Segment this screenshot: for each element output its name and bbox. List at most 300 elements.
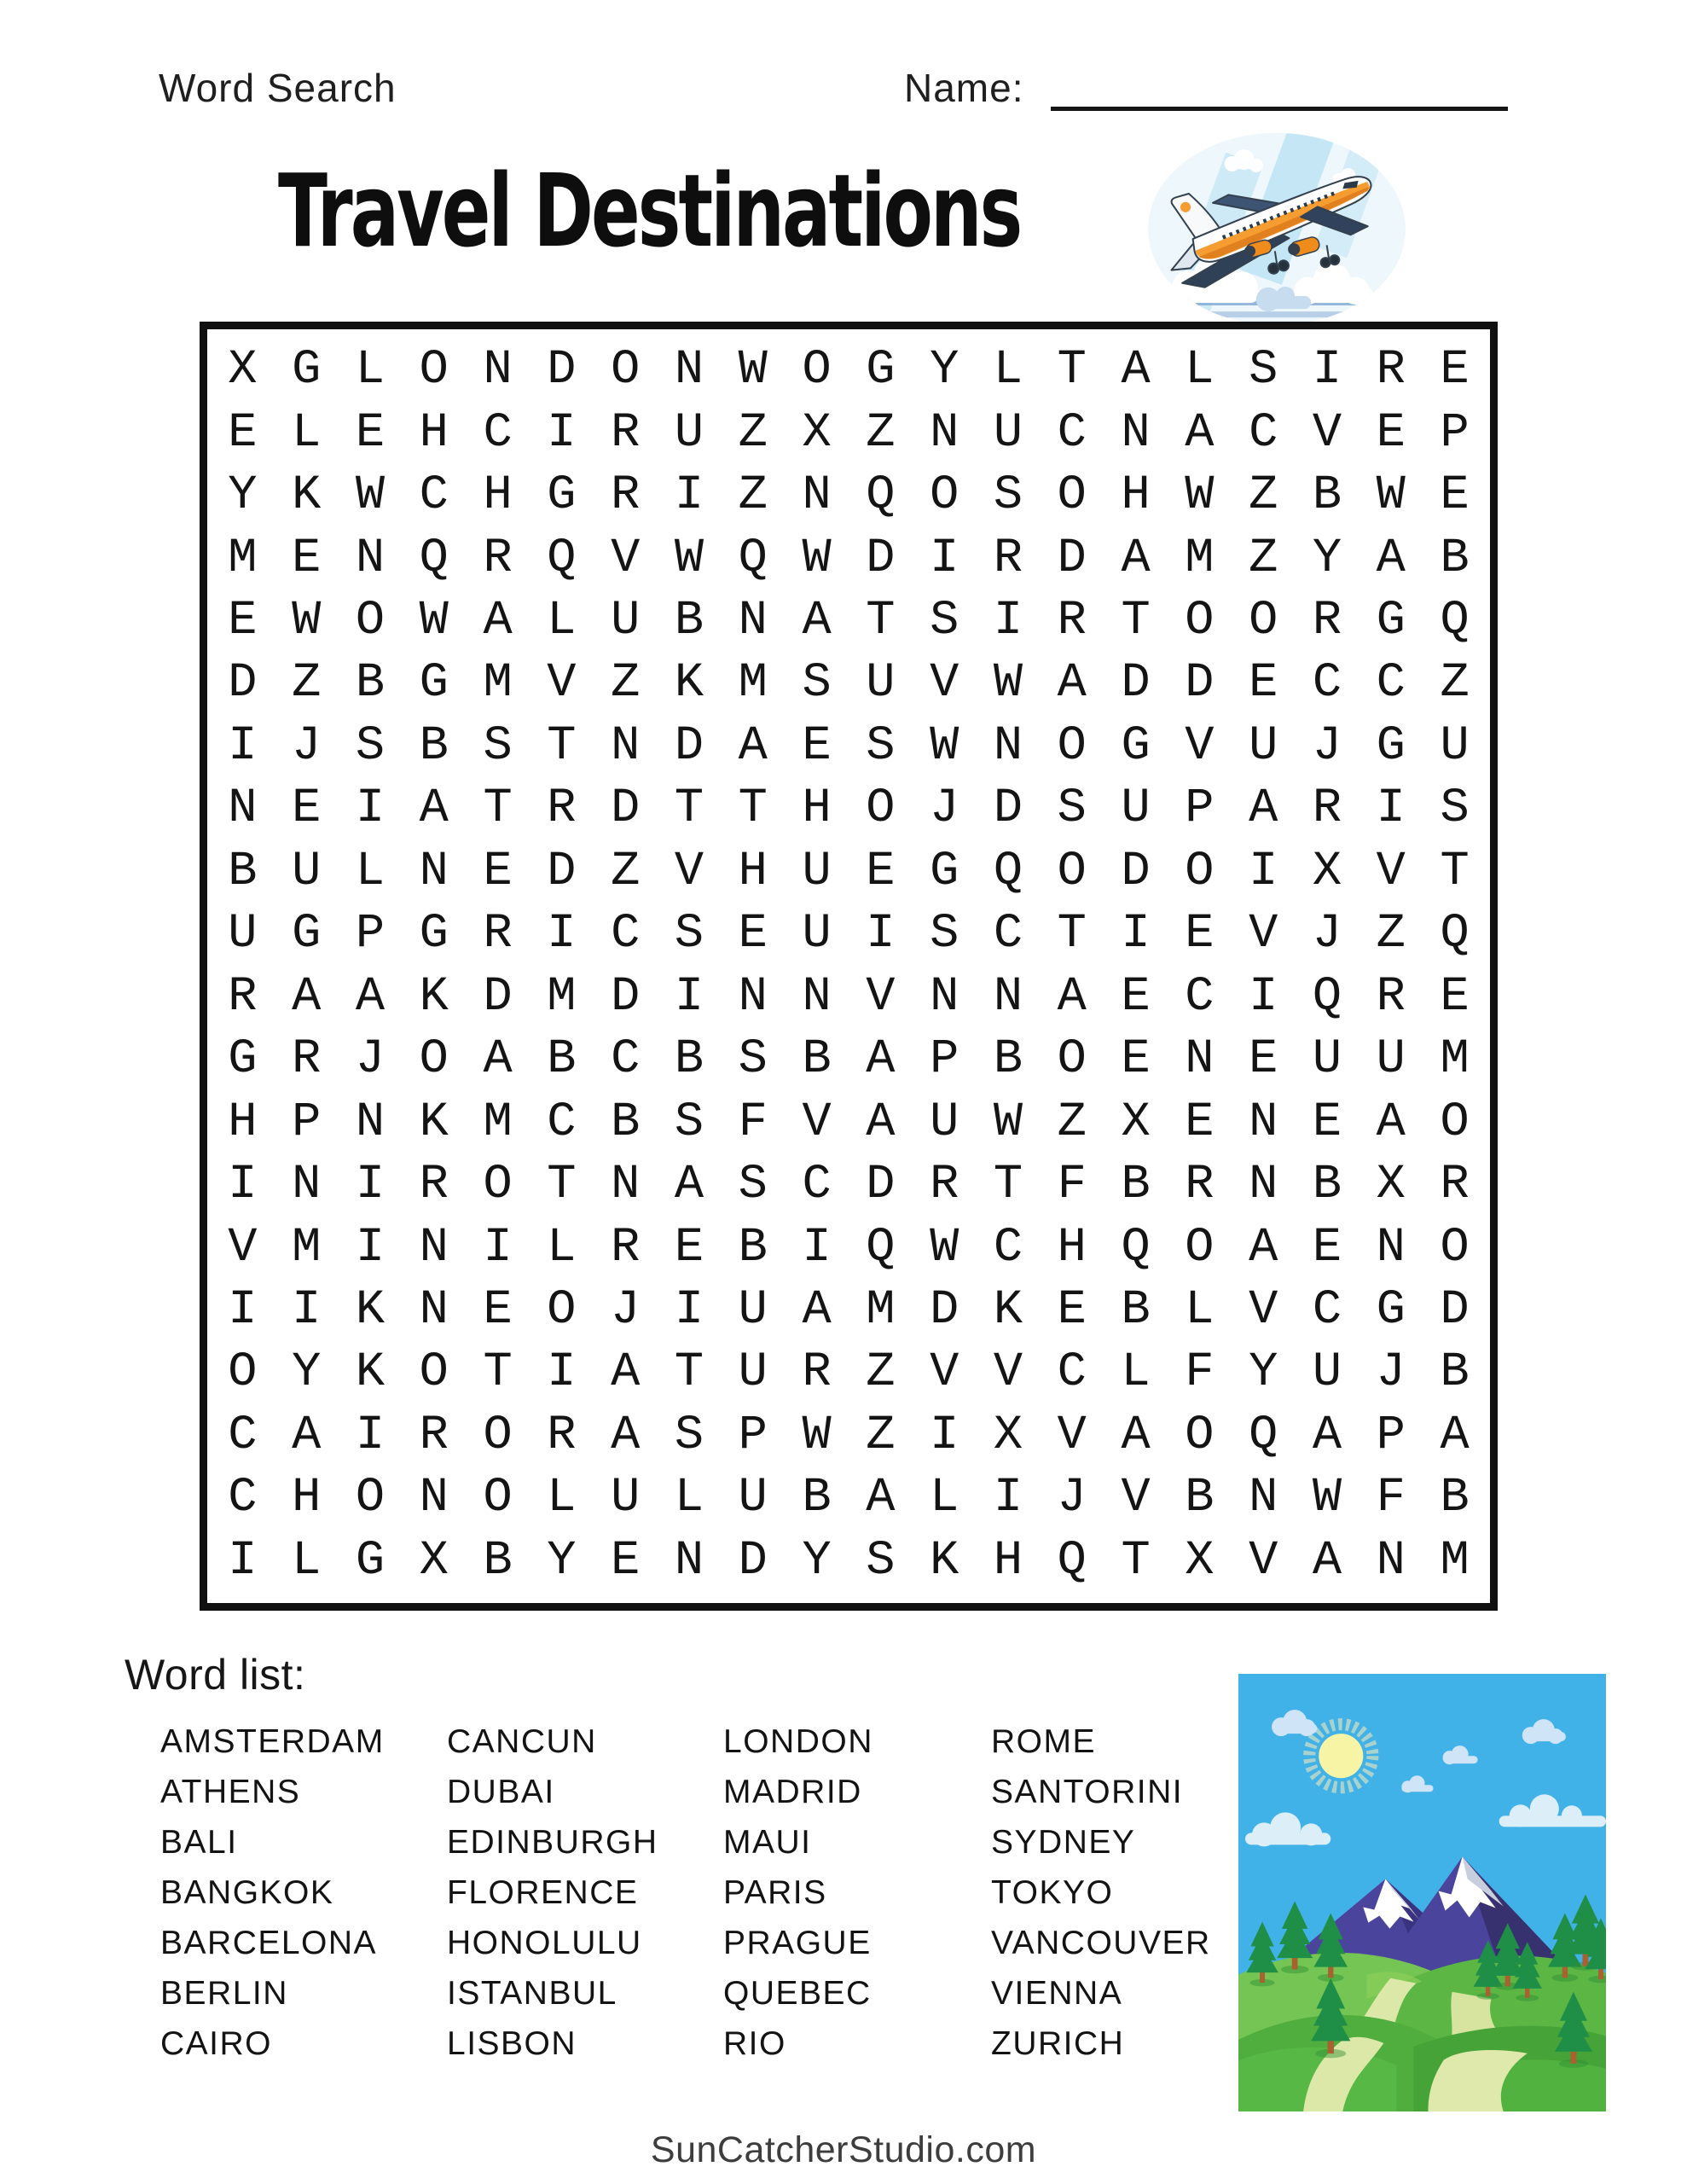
grid-cell: L (930, 1471, 959, 1526)
grid-cell: J (1057, 1471, 1087, 1526)
grid-cell: L (547, 594, 577, 649)
grid-cell: I (483, 1220, 513, 1275)
grid-cell: A (802, 1282, 832, 1338)
grid-cell: W (930, 718, 959, 774)
grid-cell: W (802, 1408, 832, 1463)
grid-cell: E (1440, 969, 1470, 1025)
grid-cell: S (930, 594, 959, 649)
grid-cell: N (802, 969, 832, 1025)
grid-cell: A (292, 969, 322, 1025)
word-list-item: AMSTERDAM (160, 1723, 385, 1760)
word-list-item: ATHENS (160, 1774, 301, 1810)
grid-cell: L (1121, 1345, 1151, 1401)
grid-cell: C (1057, 405, 1087, 461)
grid-cell: A (1249, 1220, 1278, 1275)
grid-cell: H (1121, 468, 1151, 524)
grid-cell: W (993, 1095, 1023, 1150)
grid-cell: X (1121, 1095, 1151, 1150)
grid-cell: U (993, 405, 1023, 461)
grid-cell: Q (866, 468, 896, 524)
grid-cell: T (1057, 343, 1087, 398)
grid-cell: F (1376, 1471, 1406, 1526)
grid-cell: B (611, 1095, 641, 1150)
grid-cell: R (228, 969, 258, 1025)
grid-cell: N (483, 343, 513, 398)
grid-cell: A (355, 969, 386, 1025)
grid-cell: E (1312, 1095, 1342, 1150)
grid-cell: D (866, 1158, 896, 1213)
grid-cell: P (1440, 405, 1470, 461)
grid-cell: E (292, 781, 322, 837)
grid-cell: P (738, 1408, 768, 1463)
grid-cell: O (547, 1282, 577, 1338)
word-list-item: BARCELONA (160, 1925, 378, 1961)
word-list-item: TOKYO (991, 1874, 1114, 1911)
grid-cell: R (1057, 594, 1087, 649)
grid-cell: Y (228, 468, 258, 524)
grid-cell: A (1440, 1408, 1470, 1463)
grid-cell: V (228, 1220, 258, 1275)
word-list-item: PRAGUE (723, 1925, 872, 1961)
grid-cell: Y (930, 343, 959, 398)
grid-cell: R (1376, 969, 1406, 1025)
grid-cell: A (419, 781, 449, 837)
grid-cell: E (1121, 969, 1151, 1025)
grid-cell: R (292, 1032, 322, 1088)
grid-cell: N (993, 718, 1023, 774)
grid-cell: Q (1440, 594, 1470, 649)
grid-cell: I (802, 1220, 832, 1275)
grid-cell: C (228, 1408, 258, 1463)
grid-cell: B (1440, 1471, 1470, 1526)
grid-cell: G (1376, 1282, 1406, 1338)
grid-cell: N (292, 1158, 322, 1213)
grid-cell: G (866, 343, 896, 398)
grid-cell: M (483, 656, 513, 712)
grid-cell: Q (419, 531, 449, 586)
grid-cell: I (355, 1158, 386, 1213)
grid-cell: N (611, 1158, 641, 1213)
grid-cell: A (1121, 343, 1151, 398)
grid-cell: Z (738, 405, 768, 461)
word-list-item: BALI (160, 1824, 238, 1861)
grid-cell: H (292, 1471, 322, 1526)
grid-cell: L (547, 1471, 577, 1526)
grid-cell: D (611, 781, 641, 837)
grid-cell: G (1376, 594, 1406, 649)
grid-cell: T (547, 718, 577, 774)
grid-cell: G (292, 343, 322, 398)
grid-cell: W (355, 468, 386, 524)
grid-cell: N (738, 969, 768, 1025)
grid-cell: A (866, 1471, 896, 1526)
grid-cell: U (866, 656, 896, 712)
grid-cell: S (993, 468, 1023, 524)
grid-cell: G (1121, 718, 1151, 774)
grid-cell: P (1185, 781, 1215, 837)
grid-cell: N (674, 343, 704, 398)
grid-cell: A (738, 718, 768, 774)
grid-cell: D (993, 781, 1023, 837)
grid-cell: S (1057, 781, 1087, 837)
word-list-item: RIO (723, 2025, 786, 2062)
grid-cell: D (1121, 656, 1151, 712)
grid-cell: O (1057, 844, 1087, 899)
grid-cell: O (1185, 1408, 1215, 1463)
grid-cell: T (993, 1158, 1023, 1213)
grid-cell: R (1376, 343, 1406, 398)
grid-cell: C (1057, 1345, 1087, 1401)
grid-cell: Q (1440, 907, 1470, 962)
word-list-columns (160, 1716, 1247, 2069)
grid-cell: B (355, 656, 386, 712)
grid-cell: A (1185, 405, 1215, 461)
grid-cell: M (738, 656, 768, 712)
grid-cell: Q (1057, 1533, 1087, 1589)
grid-cell: O (483, 1158, 513, 1213)
grid-cell: L (1185, 343, 1215, 398)
grid-cell: M (292, 1220, 322, 1275)
grid-cell: I (993, 1471, 1023, 1526)
grid-cell: N (930, 969, 959, 1025)
word-grid (200, 322, 1498, 1611)
grid-cell: U (1312, 1032, 1342, 1088)
grid-cell: E (1121, 1032, 1151, 1088)
grid-cell: C (228, 1471, 258, 1526)
grid-cell: I (228, 718, 258, 774)
grid-cell: Z (866, 405, 896, 461)
grid-cell: T (547, 1158, 577, 1213)
grid-cell: S (866, 1533, 896, 1589)
grid-cell: R (802, 1345, 832, 1401)
grid-cell: I (674, 468, 704, 524)
grid-cell: T (1440, 844, 1470, 899)
name-label: Name: (904, 66, 1024, 110)
word-list-item: EDINBURGH (447, 1824, 658, 1861)
grid-cell: R (1440, 1158, 1470, 1213)
grid-cell: K (930, 1533, 959, 1589)
grid-cell: J (292, 718, 322, 774)
grid-cell: S (802, 656, 832, 712)
grid-cell: G (292, 907, 322, 962)
grid-cell: T (738, 781, 768, 837)
grid-cell: G (419, 907, 449, 962)
grid-cell: O (1057, 1032, 1087, 1088)
grid-cell: P (355, 907, 386, 962)
grid-cell: E (292, 531, 322, 586)
grid-cell: E (228, 594, 258, 649)
grid-cell: W (1312, 1471, 1342, 1526)
name-fill-in-line (1051, 73, 1508, 111)
grid-cell: E (738, 907, 768, 962)
grid-cell: S (674, 907, 704, 962)
grid-cell: D (1440, 1282, 1470, 1338)
grid-cell: K (292, 468, 322, 524)
word-list-item: BERLIN (160, 1975, 288, 2012)
grid-cell: H (993, 1533, 1023, 1589)
word-list-column (160, 1716, 447, 2069)
grid-cell: B (547, 1032, 577, 1088)
grid-cell: O (419, 1032, 449, 1088)
grid-cell: I (993, 594, 1023, 649)
grid-cell: D (547, 844, 577, 899)
grid-cell: H (228, 1095, 258, 1150)
grid-cell: S (674, 1095, 704, 1150)
grid-cell: E (1440, 468, 1470, 524)
grid-cell: U (611, 594, 641, 649)
word-list-item: LISBON (447, 2025, 577, 2062)
grid-cell: L (292, 1533, 322, 1589)
grid-cell: R (419, 1408, 449, 1463)
grid-cell: E (1057, 1282, 1087, 1338)
grid-cell: N (1121, 405, 1151, 461)
word-list-item: ZURICH (991, 2025, 1125, 2062)
word-list-item: PARIS (723, 1874, 827, 1911)
grid-cell: U (738, 1282, 768, 1338)
grid-cell: U (1440, 718, 1470, 774)
grid-cell: Z (1057, 1095, 1087, 1150)
grid-cell: E (1185, 1095, 1215, 1150)
grid-cell: Q (1312, 969, 1342, 1025)
grid-cell: A (674, 1158, 704, 1213)
grid-cell: F (738, 1095, 768, 1150)
grid-cell: N (1249, 1158, 1278, 1213)
grid-cell: Y (292, 1345, 322, 1401)
grid-cell: N (419, 1282, 449, 1338)
grid-cell: O (1185, 844, 1215, 899)
grid-cell: S (1440, 781, 1470, 837)
grid-cell: U (1312, 1345, 1342, 1401)
grid-cell: Z (1249, 531, 1278, 586)
grid-cell: L (674, 1471, 704, 1526)
grid-cell: X (802, 405, 832, 461)
grid-cell: O (1057, 468, 1087, 524)
grid-cell: H (419, 405, 449, 461)
grid-cell: R (483, 907, 513, 962)
grid-cell: V (1312, 405, 1342, 461)
grid-cell: N (355, 531, 386, 586)
word-list-label: Word list: (125, 1651, 306, 1699)
word-list-item: SYDNEY (991, 1824, 1136, 1861)
grid-cell: W (802, 531, 832, 586)
grid-cell: N (1185, 1032, 1215, 1088)
grid-cell: T (483, 781, 513, 837)
grid-cell: A (483, 1032, 513, 1088)
grid-cell: K (355, 1282, 386, 1338)
grid-cell: I (674, 1282, 704, 1338)
grid-cell: V (930, 656, 959, 712)
grid-cell: I (228, 1282, 258, 1338)
word-list-item: FLORENCE (447, 1874, 639, 1911)
grid-cell: N (738, 594, 768, 649)
grid-cell: A (1249, 781, 1278, 837)
grid-cell: S (738, 1032, 768, 1088)
grid-cell: E (228, 405, 258, 461)
grid-cell: I (1249, 844, 1278, 899)
grid-cell: Q (866, 1220, 896, 1275)
word-list-column (723, 1716, 991, 2069)
grid-cell: O (611, 343, 641, 398)
grid-cell: Z (866, 1345, 896, 1401)
grid-cell: B (1440, 531, 1470, 586)
grid-cell: C (802, 1158, 832, 1213)
grid-cell: U (738, 1471, 768, 1526)
grid-cell: G (1376, 718, 1406, 774)
grid-cell: D (228, 656, 258, 712)
grid-cell: S (355, 718, 386, 774)
grid-cell: O (1440, 1095, 1470, 1150)
word-list-item: CAIRO (160, 2025, 273, 2062)
grid-cell: Z (611, 656, 641, 712)
grid-cell: O (1440, 1220, 1470, 1275)
grid-cell: V (993, 1345, 1023, 1401)
grid-cell: X (1376, 1158, 1406, 1213)
grid-cell: Y (802, 1533, 832, 1589)
grid-cell: J (1312, 718, 1342, 774)
word-list-item: VANCOUVER (991, 1925, 1211, 1961)
grid-cell: X (419, 1533, 449, 1589)
grid-cell: S (866, 718, 896, 774)
grid-cell: C (611, 907, 641, 962)
grid-cell: O (866, 781, 896, 837)
grid-cell: B (993, 1032, 1023, 1088)
grid-cell: K (419, 969, 449, 1025)
grid-cell: D (674, 718, 704, 774)
grid-cell: N (419, 844, 449, 899)
grid-cell: R (930, 1158, 959, 1213)
grid-cell: R (483, 531, 513, 586)
grid-cell: D (547, 343, 577, 398)
grid-cell: M (866, 1282, 896, 1338)
grid-cell: F (1185, 1345, 1215, 1401)
grid-cell: J (611, 1282, 641, 1338)
grid-cell: V (1249, 907, 1278, 962)
grid-cell: P (930, 1032, 959, 1088)
grid-cell: I (292, 1282, 322, 1338)
grid-cell: G (228, 1032, 258, 1088)
grid-cell: U (1121, 781, 1151, 837)
grid-cell: U (228, 907, 258, 962)
grid-cell: S (483, 718, 513, 774)
grid-cell: E (611, 1533, 641, 1589)
word-list-item: VIENNA (991, 1975, 1123, 2012)
grid-cell: I (355, 1220, 386, 1275)
grid-cell: S (1249, 343, 1278, 398)
grid-cell: D (1057, 531, 1087, 586)
grid-cell: O (1185, 594, 1215, 649)
word-list-column (991, 1716, 1247, 2069)
grid-cell: U (802, 844, 832, 899)
grid-cell: B (483, 1533, 513, 1589)
grid-cell: W (292, 594, 322, 649)
grid-cell: I (1312, 343, 1342, 398)
grid-cell: Q (738, 531, 768, 586)
grid-cell: F (1057, 1158, 1087, 1213)
grid-cell: M (228, 531, 258, 586)
grid-cell: E (1376, 405, 1406, 461)
grid-cell: W (674, 531, 704, 586)
puzzle-title: Travel Destinations (278, 152, 1021, 270)
grid-cell: X (1312, 844, 1342, 899)
grid-cell: O (1249, 594, 1278, 649)
grid-cell: C (483, 405, 513, 461)
grid-cell: R (611, 468, 641, 524)
grid-cell: I (355, 781, 386, 837)
grid-cell: Z (292, 656, 322, 712)
grid-cell: N (355, 1095, 386, 1150)
grid-cell: U (611, 1471, 641, 1526)
grid-cell: A (1121, 1408, 1151, 1463)
grid-cell: T (866, 594, 896, 649)
grid-cell: M (1185, 531, 1215, 586)
grid-cell: D (738, 1533, 768, 1589)
grid-cell: C (993, 907, 1023, 962)
grid-cell: E (1440, 343, 1470, 398)
grid-cell: R (611, 1220, 641, 1275)
grid-cell: B (1312, 468, 1342, 524)
grid-cell: X (228, 343, 258, 398)
grid-cell: V (866, 969, 896, 1025)
grid-cell: O (1057, 718, 1087, 774)
grid-cell: L (355, 844, 386, 899)
grid-cell: L (1185, 1282, 1215, 1338)
grid-cell: A (802, 594, 832, 649)
grid-cell: L (993, 343, 1023, 398)
grid-cell: O (228, 1345, 258, 1401)
grid-cell: G (355, 1533, 386, 1589)
word-list-item: LONDON (723, 1723, 873, 1760)
grid-cell: G (547, 468, 577, 524)
grid-cell: W (993, 656, 1023, 712)
grid-cell: G (419, 656, 449, 712)
grid-cell: B (228, 844, 258, 899)
grid-cell: N (993, 969, 1023, 1025)
grid-cell: M (547, 969, 577, 1025)
footer-site-credit: SunCatcherStudio.com (650, 2129, 1037, 2170)
grid-cell: I (930, 1408, 959, 1463)
grid-cell: D (1185, 656, 1215, 712)
grid-cell: C (1312, 1282, 1342, 1338)
grid-cell: E (674, 1220, 704, 1275)
grid-cell: Q (993, 844, 1023, 899)
grid-cell: P (292, 1095, 322, 1150)
grid-cell: N (1376, 1533, 1406, 1589)
grid-cell: H (483, 468, 513, 524)
grid-cell: O (355, 594, 386, 649)
grid-cell: M (1440, 1533, 1470, 1589)
grid-cell: U (930, 1095, 959, 1150)
grid-cell: V (1249, 1533, 1278, 1589)
grid-cell: V (1121, 1471, 1151, 1526)
word-list-item: DUBAI (447, 1774, 555, 1810)
grid-cell: K (674, 656, 704, 712)
grid-cell: B (738, 1220, 768, 1275)
grid-cell: M (1440, 1032, 1470, 1088)
grid-cell: O (355, 1471, 386, 1526)
grid-cell: W (419, 594, 449, 649)
grid-cell: V (611, 531, 641, 586)
grid-cell: A (1312, 1533, 1342, 1589)
grid-cell: A (1376, 1095, 1406, 1150)
grid-cell: A (1057, 656, 1087, 712)
grid-cell: C (993, 1220, 1023, 1275)
grid-cell: K (355, 1345, 386, 1401)
grid-cell: J (1376, 1345, 1406, 1401)
grid-cell: O (483, 1471, 513, 1526)
grid-cell: N (802, 468, 832, 524)
grid-cell: R (547, 781, 577, 837)
grid-cell: Z (611, 844, 641, 899)
